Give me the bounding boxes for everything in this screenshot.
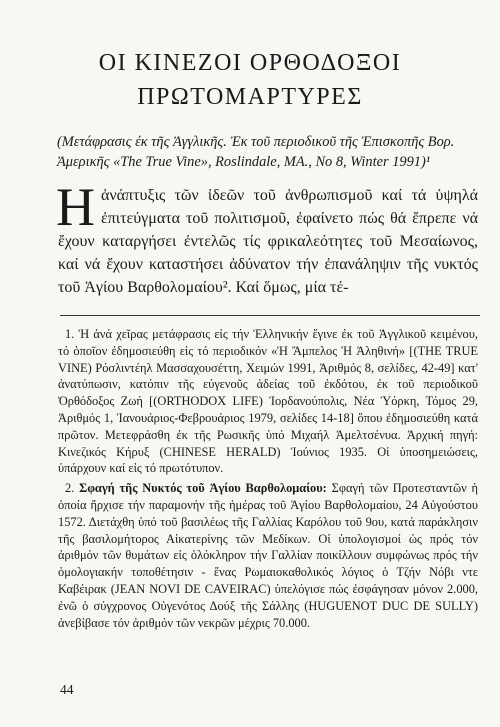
chapter-title-line-2: ΠΡΩΤΟΜΑΡΤΥΡΕΣ — [137, 84, 363, 110]
footnotes — [58, 326, 478, 634]
footnote-text: Ἡ ἀνά χεῖρας μετάφρασις εἰς τήν Ἑλληνικήν ἔγινε ἐκ τοῦ Ἀγγλικοῦ κειμένου, τό ὁποῖον ἐδημοσιεύθη εἰς τό περιοδικόν «Ἡ Ἄμπελος Ἡ Ἀληθινή» [(THE TRUE VINE) Ρόσλιντέηλ Μασσαχουσέττη, Χειμών 1991, Ἀριθμός 8, σελίδες, 42-49] κατ' ἀνατύπωσιν, κατόπιν τῆς εὐγενοῦς ἀδείας τοῦ ἐκδότου, ἐκ τοῦ περιοδικοῦ Ὀρθόδοξος Ζωή [(ORTHODOX LIFE) Ἰορδανούπολις, Νέα Ὑόρκη, Τόμος 29, Ἀριθμός 1, Ἰανουάριος-Φεβρουάριος 1979, σελίδες 14-18] ὅπου ἐδημοσιεύθη κατά πρῶτον. Μετεφράσθη ἐκ τῆς Ρωσικῆς ὑπό Μιχαήλ Ἀμελτσένυα. Ἀρχική πηγή: Κινεζικός Κήρυξ (CHINESE HERALD) Ἰούνιος 1935. Οἱ ὑποσημειώσεις, ὑπάρχουν καί εἰς τό πρωτότυπον. — [58, 327, 478, 476]
chapter-title — [0, 46, 500, 114]
source-note: (Μετάφρασις ἐκ τῆς Ἀγγλικῆς. Ἐκ τοῦ περιοδικοῦ τῆς Ἐπισκοπῆς Βορ. Ἀμερικῆς «The True Vine», Roslindale, MA., No 8, Winter 1991)¹ — [57, 134, 455, 170]
footnote-number: 1. — [65, 327, 75, 341]
drop-cap: Η — [56, 177, 95, 237]
body-paragraph — [56, 177, 478, 299]
footnote-number: 2. — [65, 481, 75, 496]
footnote-1 — [58, 326, 478, 477]
page-number: 44 — [60, 682, 74, 697]
chapter-title-line-1: ΟΙ ΚΙΝΕΖΟΙ ΟΡΘΟΔΟΞΟΙ — [98, 50, 402, 76]
footnote-2 — [58, 480, 478, 631]
footnote-text: Σφαγή τῶν Προτεσταντῶν ἡ ὁποία ἤρχισε τήν παραμονήν τῆς ἡμέρας τοῦ Ἁγίου Βαρθολομαίου, 24 Αὐγούστου 1572. Διετάχθη ὑπό τοῦ βασιλέως τῆς Γαλλίας Καρόλου τοῦ 9ου, κατά παράκλησιν τῆς βασιλομήτορος Αἰκατερίνης τῶν Μεδίκων. Οἱ ὑπολογισμοί ὡς πρός τόν ἀριθμόν τῶν θυμάτων εἰς ὁλόκληρον τήν Γαλλίαν ποικίλλουν συμφώνως πρός τήν ὁμολογιακήν τοποθέτησιν - ἕνας Ρωμαιοκαθολικός λόγιος ὁ Τζήν Νόβι ντε Καβέιρακ (JEAN NOVI DE CAVEIRAC) ὑπελόγισε πώς ἐσφάγησαν μόνον 2.000, ἐνῶ ὁ σύγχρονος Οὐγενότος Δούξ τῆς Σάλλης (HUGUENOT DUC DE SULLY) ἀνεβίβασε τόν ἀριθμόν τῶν νεκρῶν μέχρις 70.000. — [58, 481, 478, 630]
footnote-heading: Σφαγή τῆς Νυκτός τοῦ Ἁγίου Βαρθολομαίου: — [79, 481, 327, 496]
body-text: ἀνάπτυξις τῶν ἰδεῶν τοῦ ἀνθρωπισμοῦ καί τά ὑψηλά ἐπιτεύγματα τοῦ πολιτισμοῦ, ἐφαίνετο πώς θά ἔπρεπε νά ἔχουν καταργήσει ἐντελῶς τίς φρικαλεότητες τοῦ Μεσαίωνος, καί νά ἔχουν καταστήσει ἀδύνατον τήν ἐπανάληψιν τῆς νυκτός τοῦ Ἁγίου Βαρθολομαίου². Καί ὅμως, μία τέ- — [58, 187, 478, 296]
footnote-divider — [60, 315, 480, 316]
